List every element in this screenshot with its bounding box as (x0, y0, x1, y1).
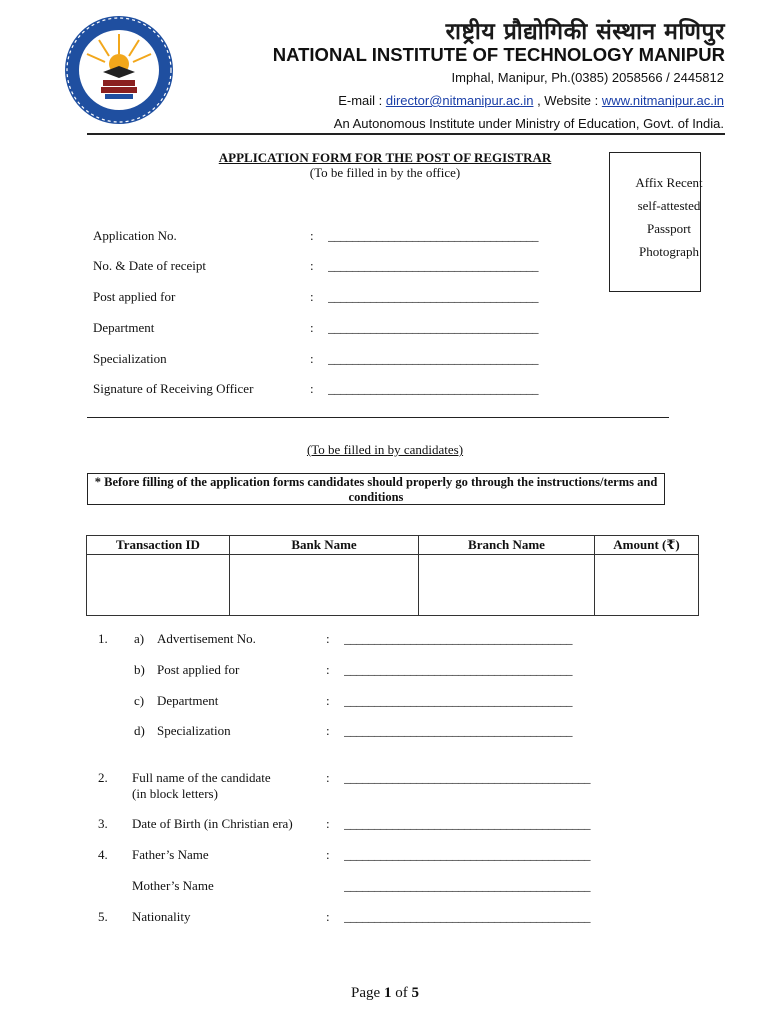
colon: : (326, 847, 330, 862)
institute-name: NATIONAL INSTITUTE OF TECHNOLOGY MANIPUR (272, 44, 725, 65)
colon: : (310, 258, 314, 273)
colon: : (326, 693, 330, 708)
instructions-notice: * Before filling of the application forms candidates should properly go through the instructions/terms and conditions (87, 473, 665, 505)
sub-item-letter: b) (134, 662, 145, 677)
contact-line (220, 93, 724, 108)
full-name-label: Full name of the candidate (132, 770, 271, 785)
office-field-label: Department (93, 320, 155, 335)
colon: : (326, 909, 330, 924)
photo-box-line: self-attested (637, 198, 701, 213)
full-name-field[interactable]: _________________________________________ (344, 770, 590, 785)
colon: : (326, 631, 330, 646)
office-field-label: Signature of Receiving Officer (93, 381, 254, 396)
colon: : (326, 816, 330, 831)
father-name-label: Father’s Name (132, 847, 209, 862)
nationality-label: Nationality (132, 909, 191, 924)
office-field-label: Post applied for (93, 289, 176, 304)
photo-box-line: Photograph (639, 244, 699, 259)
department-field[interactable]: ______________________________________ (344, 693, 572, 708)
advertisement-no-field[interactable]: ______________________________________ (344, 631, 572, 646)
application-no-field[interactable]: ___________________________________ (328, 228, 538, 243)
father-name-field[interactable]: _________________________________________ (344, 847, 590, 862)
office-note: (To be filled in by the office) (309, 165, 461, 180)
candidate-note: (To be filled in by candidates) (306, 442, 464, 457)
table-row (87, 555, 699, 616)
colon: : (310, 289, 314, 304)
colon: : (310, 351, 314, 366)
sub-item-letter: a) (134, 631, 145, 646)
form-title: APPLICATION FORM FOR THE POST OF REGISTRAR (218, 150, 552, 165)
colon: : (310, 320, 314, 335)
bank-name-cell[interactable] (230, 555, 419, 616)
question-number: 3. (98, 816, 108, 831)
photo-box-line: Affix Recent (635, 175, 703, 190)
col-bank-name: Bank Name (230, 536, 419, 555)
of-word: of (395, 985, 408, 1001)
office-field-label: No. & Date of receipt (93, 258, 206, 273)
sub-item-letter: d) (134, 723, 145, 738)
colon: : (310, 228, 314, 243)
date-of-birth-label: Date of Birth (in Christian era) (132, 816, 293, 831)
institute-address: Imphal, Manipur, Ph.(0385) 2058566 / 2445812 (451, 70, 724, 85)
office-field-label: Application No. (93, 228, 177, 243)
transaction-table (86, 535, 699, 616)
office-department-field[interactable]: ___________________________________ (328, 320, 538, 335)
mother-name-label: Mother’s Name (132, 878, 214, 893)
nationality-field[interactable]: _________________________________________ (344, 909, 590, 924)
office-specialization-field[interactable]: ___________________________________ (328, 351, 538, 366)
photo-box-line: Passport (646, 221, 692, 236)
question-number: 5. (98, 909, 108, 924)
specialization-label: Specialization (157, 723, 231, 738)
full-name-hint: (in block letters) (132, 786, 218, 801)
institute-name-hindi: राष्ट्रीय प्रौद्योगिकी संस्थान मणिपुर (445, 19, 725, 45)
advertisement-no-label: Advertisement No. (157, 631, 256, 646)
col-transaction-id: Transaction ID (87, 536, 230, 555)
website-prefix: , Website : (533, 93, 602, 108)
page-word: Page (351, 985, 381, 1001)
post-applied-field[interactable]: ______________________________________ (344, 662, 572, 677)
colon: : (326, 723, 330, 738)
sub-item-letter: c) (134, 693, 145, 708)
header-divider (87, 133, 725, 135)
question-number: 4. (98, 847, 108, 862)
specialization-field[interactable]: ______________________________________ (344, 723, 572, 738)
post-applied-label: Post applied for (157, 662, 240, 677)
email-prefix: E-mail : (338, 93, 386, 108)
section-divider (87, 417, 669, 418)
col-amount: Amount (₹) (595, 536, 699, 555)
office-post-field[interactable]: ___________________________________ (328, 289, 538, 304)
current-page: 1 (383, 985, 392, 1001)
mother-name-field[interactable]: _________________________________________ (344, 878, 590, 893)
transaction-id-cell[interactable] (87, 555, 230, 616)
total-pages: 5 (411, 985, 419, 1001)
website-link[interactable]: www.nitmanipur.ac.in (601, 93, 724, 108)
amount-cell[interactable] (595, 555, 699, 616)
institute-tagline: An Autonomous Institute under Ministry of Education, Govt. of India. (333, 116, 724, 131)
department-label: Department (157, 693, 219, 708)
question-number: 2. (98, 770, 108, 785)
page-indicator (300, 985, 470, 1002)
nit-manipur-seal-icon (63, 14, 175, 126)
branch-name-cell[interactable] (419, 555, 595, 616)
table-header-row (87, 536, 699, 555)
colon: : (310, 381, 314, 396)
office-field-label: Specialization (93, 351, 167, 366)
colon: : (326, 662, 330, 677)
receiving-officer-signature-field[interactable]: ___________________________________ (328, 381, 538, 396)
colon: : (326, 770, 330, 785)
date-of-receipt-field[interactable]: ___________________________________ (328, 258, 538, 273)
date-of-birth-field[interactable]: _________________________________________ (344, 816, 590, 831)
question-number: 1. (98, 631, 108, 646)
email-link[interactable]: director@nitmanipur.ac.in (385, 93, 534, 108)
col-branch-name: Branch Name (419, 536, 595, 555)
